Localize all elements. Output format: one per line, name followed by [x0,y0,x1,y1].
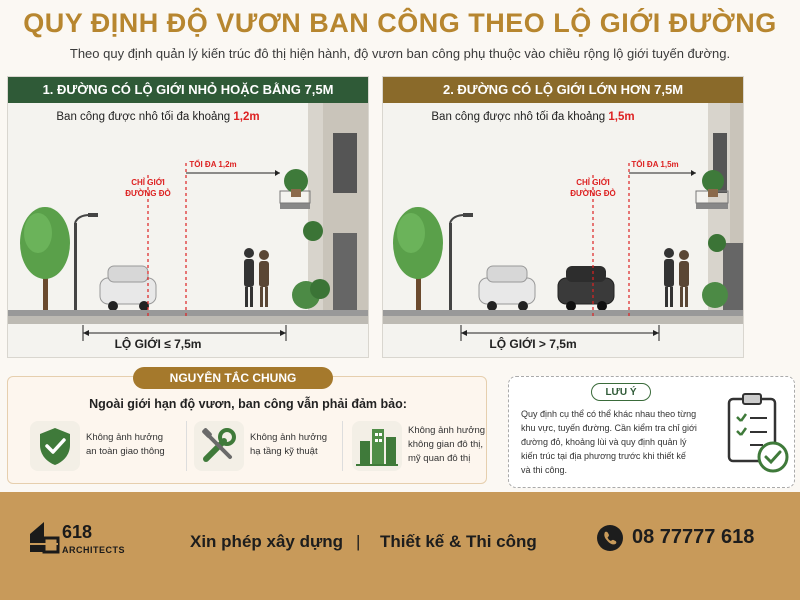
overhang-value: 1,5m [608,111,635,123]
rule-item-traffic [30,421,180,471]
divider [342,421,343,471]
person-icon [664,248,674,258]
logo-number: 618 [62,522,93,542]
panel-heading: 2. ĐƯỜNG CÓ LỘ GIỚI LỚN HƠN 7,5M [383,77,743,103]
page-subtitle: Theo quy định quản lý kiến trúc đô thị hiện hành, độ vươn ban công phụ thuộc vào chiều rộng lộ giới tuyến đường. [69,46,731,61]
rule-text: Không ảnh hưởng [86,432,164,443]
service-permit: Xin phép xây dựng [190,532,344,551]
max-overhang-label: TỐI ĐA 1,5m [631,160,679,169]
sidewalk [383,310,744,316]
phone-number[interactable]: 08 77777 618 [632,526,755,548]
road-width-label: LỘ GIỚI > 7,5m [489,337,577,351]
street-scene-illustration [383,103,744,358]
separator: | [356,532,361,551]
rule-item-urban-space [352,421,486,471]
panel-large-road [382,76,744,358]
panel-caption: Ban công được nhô tối đa khoảng 1,5m [431,111,635,123]
rule-text: Không ảnh hưởng [408,425,486,436]
overhang-value: 1,2m [233,111,260,123]
rule-text: an toàn giao thông [86,446,165,457]
shield-check-icon [30,421,80,471]
general-rules-box [7,371,487,484]
road-width-label: LỘ GIỚI ≤ 7,5m [114,337,202,351]
street-lamp-icon [449,223,452,311]
panel-small-road [7,76,369,358]
balcony-slab [696,203,728,209]
balcony-slab [280,203,310,209]
tools-icon [194,421,244,471]
city-icon [352,421,402,471]
note-badge: LƯU Ý [591,383,651,401]
note-text: Quy định cụ thể có thể khác nhau theo từng khu vực, tuyến đường. Cần kiểm tra chỉ giới đường đỏ, khoảng lùi và quy định quản lý kiến trúc tại địa phương trước khi thiết kế và thi công. [521,409,697,475]
rules-intro: Ngoài giới hạn độ vươn, ban công vẫn phải đảm bảo: [89,397,407,411]
rule-text: mỹ quan đô thị [408,453,471,464]
service-design: Thiết kế & Thi công [380,532,537,551]
red-line-label: ĐƯỜNG ĐỎ [570,189,616,198]
rule-item-infrastructure [194,421,334,471]
person-icon [244,248,254,258]
max-overhang-label: TỐI ĐA 1,2m [189,160,237,169]
building-door [333,233,357,313]
rules-badge: NGUYÊN TẮC CHUNG [133,367,333,389]
architects-logo-icon [26,520,62,556]
sidewalk [8,310,369,316]
street-scene-illustration [8,103,369,358]
person-icon [259,250,269,260]
clipboard-check-icon [723,391,791,477]
building-door [723,243,744,313]
red-line-label: ĐƯỜNG ĐỎ [125,189,171,198]
footer-bar [0,492,800,600]
rule-text: Không ảnh hưởng [250,432,328,443]
street-lamp-icon [74,223,77,311]
note-box [508,376,795,488]
rule-text: hạ tầng kỹ thuật [250,446,318,457]
red-line-label: CHỈ GIỚI [576,178,610,187]
building-window [333,133,357,193]
panel-heading: 1. ĐƯỜNG CÓ LỘ GIỚI NHỎ HOẶC BẰNG 7,5M [8,77,368,103]
divider [186,421,187,471]
page-title: QUY ĐỊNH ĐỘ VƯƠN BAN CÔNG THEO LỘ GIỚI ĐƯỜNG [23,8,777,38]
panel-caption: Ban công được nhô tối đa khoảng 1,2m [56,111,260,123]
plant-icon [702,170,724,192]
red-line-label: CHỈ GIỚI [131,178,165,187]
person-icon [679,250,689,260]
phone-icon [596,524,624,552]
logo-text: ARCHITECTS [62,545,125,555]
rule-text: không gian đô thị, [408,439,484,450]
